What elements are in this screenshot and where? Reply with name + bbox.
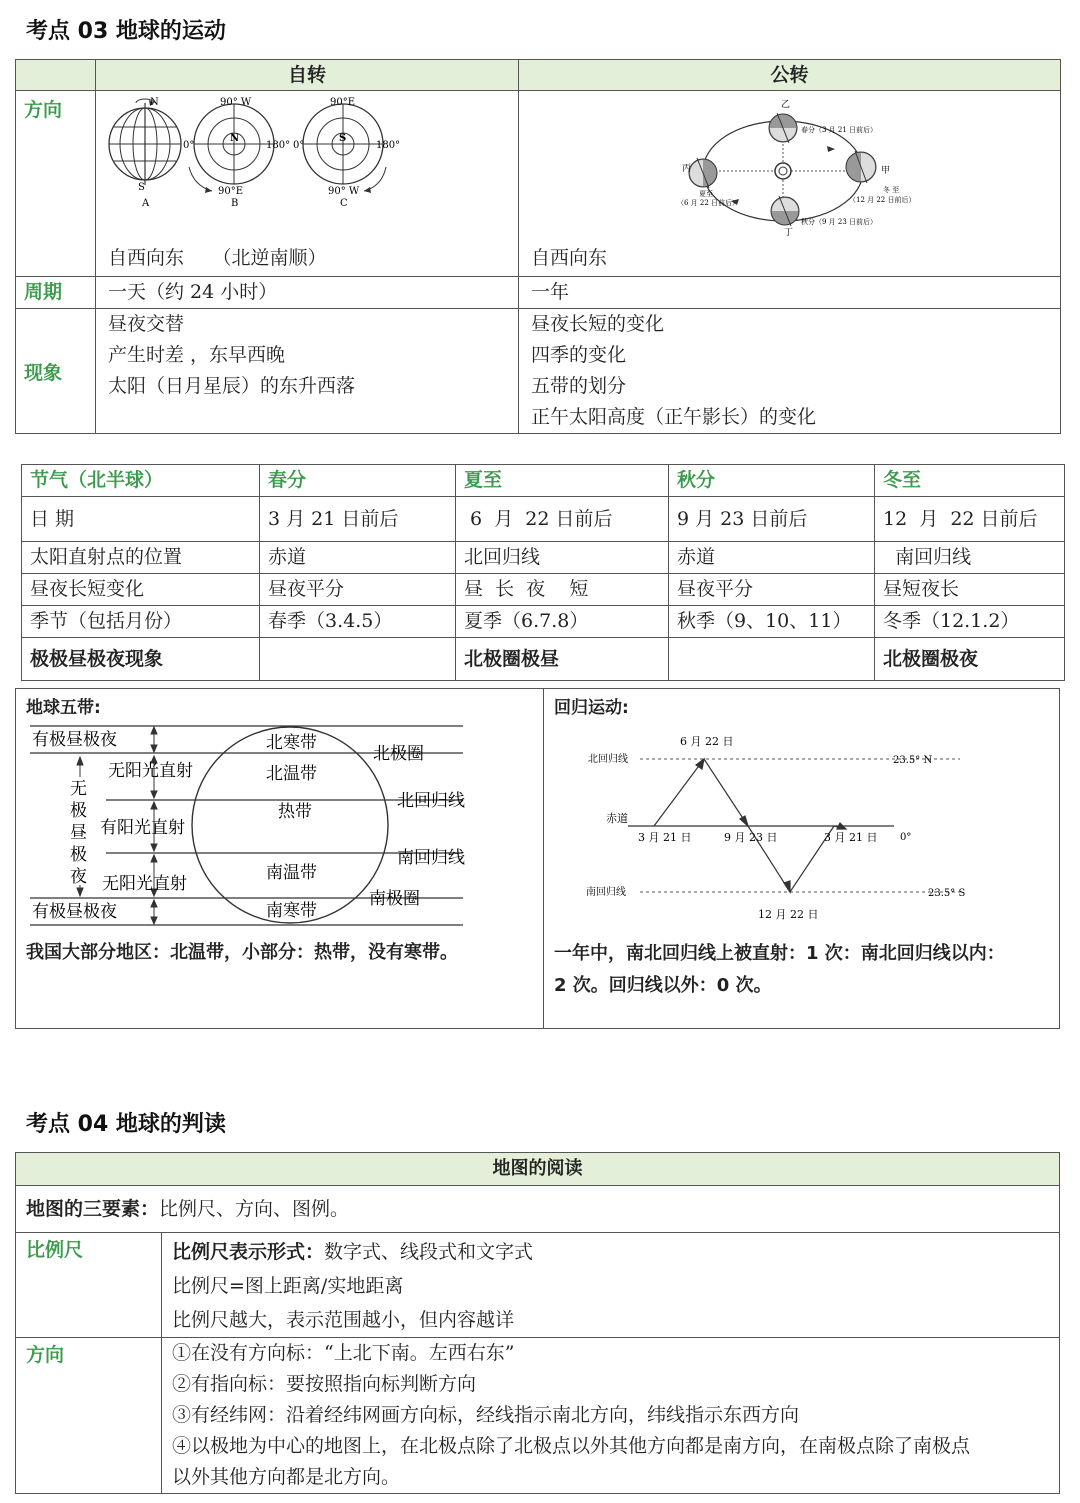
- zone-tropic: 热带: [278, 802, 312, 822]
- rotation-phenomenon: 产生时差 ，东早西晚: [108, 344, 286, 366]
- label-mar2: 3 月 21 日: [824, 831, 878, 844]
- phenomena-label: 现象: [16, 309, 96, 434]
- zone-south-frigid: 南寒带: [266, 901, 317, 921]
- revolution-period: 一年: [519, 277, 1061, 309]
- label-antarctic-circle: 南极圈: [369, 889, 420, 909]
- rotation-direction-text: 自西向东 （北逆南顺）: [108, 247, 327, 269]
- globe-b-left: 0°: [183, 140, 195, 151]
- zones-note: 我国大部分地区：北温带，小部分：热带，没有寒带。: [26, 942, 458, 963]
- terms-cell: 季节（包括月份）: [22, 606, 260, 638]
- globe-c-left: 0°: [293, 140, 305, 151]
- direction-line: 以外其他方向都是北方向。: [172, 1466, 401, 1488]
- terms-cell: 太阳直射点的位置: [22, 542, 260, 574]
- terms-cell: 极极昼极夜现象: [22, 638, 260, 681]
- globe-c-bottom: 90° W: [328, 186, 360, 197]
- rotation-phenomena: [96, 309, 519, 434]
- terms-cell: 赤道: [260, 542, 456, 574]
- terms-cell: 北回归线: [456, 542, 669, 574]
- label-sep: 9 月 23 日: [724, 831, 778, 844]
- terms-cell: 秋季（9、10、11）: [669, 606, 875, 638]
- label-tropic-cancer: 北回归线: [397, 791, 465, 811]
- terms-cell: [669, 638, 875, 681]
- section-04-title: 考点 04 地球的判读: [26, 1112, 226, 1137]
- zones-migration-table: [15, 688, 1060, 1029]
- direction-line: ①在没有方向标：“上北下南。左西右东”: [172, 1342, 515, 1364]
- label-south-tropic: 南回归线: [586, 887, 626, 898]
- label-arctic-circle: 北极圈: [373, 744, 424, 764]
- label-polar-bottom: 有极昼极夜: [32, 902, 117, 922]
- earth-bing: [689, 158, 717, 188]
- globe-c-top: 90°E: [330, 97, 356, 108]
- rotation-phenomenon: 太阳（日月星辰）的东升西落: [108, 375, 356, 397]
- terms-cell: 赤道: [669, 542, 875, 574]
- scale-form-label: 比例尺表示形式：: [172, 1241, 325, 1263]
- label-summer-date: （6 月 22 日前后）: [677, 199, 740, 207]
- terms-cell: 3 月 21 日前后: [260, 497, 456, 542]
- terms-cell: 9 月 23 日前后: [669, 497, 875, 542]
- revolution-header: 公转: [519, 60, 1061, 91]
- zone-north-temperate: 北温带: [266, 764, 317, 784]
- globe-b-right: 180°: [266, 140, 291, 151]
- direction-label: 方向: [16, 91, 96, 277]
- terms-header: 夏至: [456, 465, 669, 497]
- direction-map-label: 方向: [16, 1338, 162, 1494]
- label-eq-lat: 0°: [900, 832, 912, 843]
- label-mar1: 3 月 21 日: [638, 831, 692, 844]
- label-equator: 赤道: [606, 812, 628, 825]
- globe-b-caption: B: [231, 198, 239, 209]
- map-reading-header: 地图的阅读: [16, 1153, 1060, 1186]
- scale-line: 比例尺=图上距离/实地距离: [172, 1275, 404, 1297]
- scale-content: [162, 1233, 1060, 1338]
- period-label: 周期: [16, 277, 96, 309]
- terms-cell: 夏季（6.7.8）: [456, 606, 669, 638]
- three-elements-text: 比例尺、方向、图例。: [159, 1198, 350, 1220]
- migration-cell: [544, 689, 1060, 1029]
- earth-jia: [846, 151, 876, 183]
- globe-b-top: 90° W: [220, 97, 252, 108]
- label-n-lat: 23.5° N: [893, 755, 933, 766]
- earth-ding: [771, 196, 799, 226]
- label-no-sun-bottom: 无阳光直射: [102, 874, 187, 894]
- globe-c-right: 180°: [376, 140, 401, 151]
- globe-a-south: S: [138, 182, 145, 193]
- terms-header: 节气（北半球）: [22, 465, 260, 497]
- label-vertical: 昼: [70, 823, 87, 843]
- label-vertical: 极: [70, 801, 87, 821]
- zone-south-temperate: 南温带: [266, 863, 317, 883]
- globe-a-caption: A: [142, 198, 150, 209]
- globe-c: [293, 97, 400, 209]
- label-s-lat: 23.5° S: [928, 888, 966, 899]
- revolution-phenomena: [519, 309, 1061, 434]
- globe-a-north: N: [150, 97, 159, 108]
- five-zones-diagram: [16, 689, 544, 929]
- label-winter-solstice: 冬 至: [883, 186, 900, 194]
- direction-line: ②有指向标：要按照指向标判断方向: [172, 1373, 477, 1395]
- terms-cell: 12 月 22 日前后: [875, 497, 1065, 542]
- label-no-sun-top: 无阳光直射: [108, 761, 193, 781]
- globe-a: [109, 97, 181, 209]
- terms-cell: 日 期: [22, 497, 260, 542]
- five-zones-cell: [16, 689, 544, 1029]
- label-bing: 丙: [682, 164, 692, 174]
- terms-header: 春分: [260, 465, 456, 497]
- label-north-tropic: 北回归线: [588, 754, 628, 765]
- migration-diagram: [544, 689, 1060, 929]
- terms-cell: 昼夜平分: [669, 574, 875, 606]
- direction-line: ③有经纬网：沿着经纬网画方向标，经线指示南北方向，纬线指示东西方向: [172, 1404, 800, 1426]
- direction-map-content: [162, 1338, 1060, 1494]
- rotation-phenomenon: 昼夜交替: [108, 313, 185, 335]
- three-elements-row: [16, 1186, 1060, 1233]
- label-vertical: 无: [70, 779, 87, 799]
- migration-title: 回归运动:: [554, 698, 629, 718]
- terms-cell: 昼夜长短变化: [22, 574, 260, 606]
- map-reading-table: [15, 1152, 1060, 1494]
- globe-c-caption: C: [340, 198, 348, 209]
- label-vertical: 极: [70, 845, 87, 865]
- direction-line: ④以极地为中心的地图上，在北极点除了北极点以外其他方向都是南方向，在南极点除了南极点: [172, 1435, 971, 1457]
- revolution-direction-cell: [519, 91, 1061, 277]
- scale-label: 比例尺: [16, 1233, 162, 1338]
- solar-terms-table: [21, 464, 1065, 681]
- scale-line: 比例尺越大，表示范围越小，但内容越详: [172, 1309, 515, 1331]
- label-summer-solstice: 夏至: [699, 190, 713, 198]
- label-tropic-capricorn: 南回归线: [397, 848, 465, 868]
- revolution-diagram: [519, 91, 1061, 241]
- scale-form-text: 数字式、线段式和文字式: [324, 1241, 534, 1263]
- terms-cell: 北极圈极昼: [456, 638, 669, 681]
- migration-note: [554, 938, 1005, 1002]
- earth-motion-table: [15, 59, 1061, 434]
- scale-line: [172, 1235, 1051, 1269]
- terms-cell: 昼短夜长: [875, 574, 1065, 606]
- label-autumn-equinox: 秋分（9 月 23 日前后）: [801, 218, 878, 226]
- terms-cell: 春季（3.4.5）: [260, 606, 456, 638]
- earth-yi: [769, 113, 797, 143]
- migration-note-line: 一年中，南北回归线上被直射：1 次：南北回归线以内：: [554, 943, 1005, 964]
- terms-header: 冬至: [875, 465, 1065, 497]
- migration-note-line: 2 次。回归线以外：0 次。: [554, 975, 772, 996]
- label-vertical: 夜: [70, 867, 87, 887]
- revolution-direction-text: 自西向东: [531, 247, 608, 269]
- label-jia: 甲: [881, 166, 891, 176]
- terms-cell: 南回归线: [875, 542, 1065, 574]
- revolution-phenomenon: 昼夜长短的变化: [531, 313, 665, 335]
- terms-cell: 昼 长 夜 短: [456, 574, 669, 606]
- revolution-phenomenon: 五带的划分: [531, 375, 627, 397]
- rotation-period: 一天（约 24 小时）: [96, 277, 519, 309]
- revolution-phenomenon: 四季的变化: [531, 344, 627, 366]
- rotation-direction-cell: [96, 91, 519, 277]
- corner-cell: [16, 60, 96, 91]
- rotation-header: 自转: [96, 60, 519, 91]
- label-winter-date: （12 月 22 日前后）: [849, 196, 916, 204]
- terms-cell: 北极圈极夜: [875, 638, 1065, 681]
- terms-cell: [260, 638, 456, 681]
- terms-cell: 冬季（12.1.2）: [875, 606, 1065, 638]
- terms-header: 秋分: [669, 465, 875, 497]
- terms-cell: 昼夜平分: [260, 574, 456, 606]
- label-spring-equinox: 春分（3 月 21 日前后）: [801, 126, 878, 134]
- label-jun: 6 月 22 日: [680, 735, 734, 748]
- label-yi: 乙: [781, 100, 791, 110]
- label-sun: 有阳光直射: [100, 818, 185, 838]
- label-ding: 丁: [784, 228, 794, 238]
- five-zones-title: 地球五带:: [26, 698, 101, 718]
- zone-north-frigid: 北寒带: [266, 733, 317, 753]
- label-dec: 12 月 22 日: [758, 908, 819, 921]
- globe-b-bottom: 90°E: [218, 186, 244, 197]
- terms-cell: 6 月 22 日前后: [456, 497, 669, 542]
- revolution-phenomenon: 正午太阳高度（正午影长）的变化: [531, 406, 817, 428]
- rotation-diagram: [96, 91, 519, 243]
- globe-b: [183, 97, 290, 209]
- label-polar-top: 有极昼极夜: [32, 730, 117, 750]
- globe-b-center: N: [230, 133, 240, 144]
- three-elements-label: 地图的三要素：: [26, 1198, 160, 1220]
- section-03-title: 考点 03 地球的运动: [26, 19, 226, 44]
- globe-c-center: S: [339, 133, 347, 144]
